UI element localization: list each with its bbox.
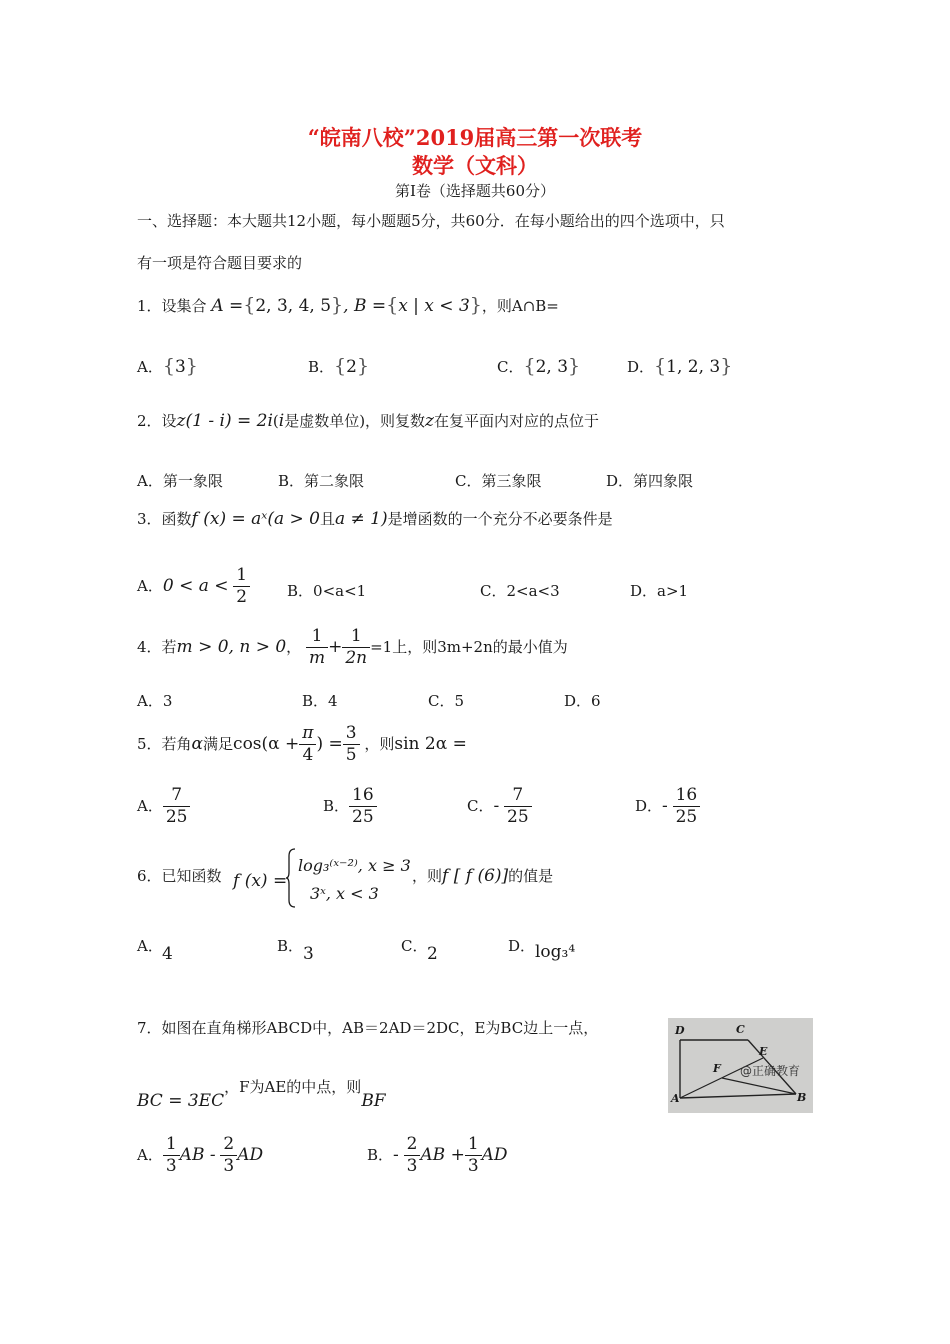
q4-stem: 4．若m > 0, n > 0， $\frac{1}{m}$ + $\frac{1}{2n}$ =1上，则3m+2n的最小值为 xyxy=(137,626,568,669)
q6-option-b-label: B． xyxy=(277,937,304,955)
instructions-line-2: 有一项是符合题目要求的 xyxy=(137,254,303,272)
fig-label-c: C xyxy=(736,1023,745,1036)
q6-piecewise-brace xyxy=(285,848,297,908)
q6-option-d: log₃⁴ xyxy=(535,942,576,962)
q6-option-c-label: C． xyxy=(401,937,428,955)
q1-option-a: A．{3} xyxy=(137,355,198,377)
q1-option-b: B．{2} xyxy=(308,355,370,377)
exam-part: 第Ⅰ卷（选择题共60分） xyxy=(394,182,555,200)
q6-option-c: 2 xyxy=(427,944,438,964)
exam-subtitle: 数学（文科） xyxy=(412,153,538,178)
q1-option-d: D．{1, 2, 3} xyxy=(627,355,733,377)
q6-case-1: log₃⁽ˣ⁻²⁾, x ≥ 3 xyxy=(298,856,411,875)
q6-prefix: 6．已知函数 xyxy=(137,867,222,885)
q6-case-2: 3ˣ, x < 3 xyxy=(310,884,379,903)
q2-stem: 2．设z(1 - i) = 2i(i是虚数单位)，则复数z在复平面内对应的点位于 xyxy=(137,411,600,431)
trapezoid-figure xyxy=(668,1018,813,1113)
q5-option-c: C．- $\frac{7}{25}$ xyxy=(467,785,532,829)
instructions-line-1: 一、选择题：本大题共12小题，每小题题5分，共60分．在每小题给出的四个选项中，只 xyxy=(137,212,725,230)
q3-option-a: A．0 < a < $\frac{1}{2}$ xyxy=(137,565,250,609)
q3-option-d: D．a>1 xyxy=(630,582,689,600)
q7-stem-line-2: BC = 3EC，F为AE的中点，则BF xyxy=(137,1078,386,1111)
q5-option-b: B． $\frac{16}{25}$ xyxy=(323,785,377,829)
q3-option-b: B．0<a<1 xyxy=(287,582,367,600)
q4-option-c: C．5 xyxy=(428,692,465,710)
q6-stem-rest: ，则f [ f (6)]的值是 xyxy=(412,866,554,886)
q5-option-a: A． $\frac{7}{25}$ xyxy=(137,785,190,829)
q2-option-d: D．第四象限 xyxy=(606,472,694,490)
q6-option-a: 4 xyxy=(162,944,173,964)
q4-option-a: A．3 xyxy=(137,692,173,710)
fig-label-b: B xyxy=(797,1091,807,1104)
q6-option-d-label: D． xyxy=(508,937,536,955)
q4-option-d: D．6 xyxy=(564,692,601,710)
q3-stem: 3．函数f (x) = aˣ(a > 0且a ≠ 1)是增函数的一个充分不必要条件是 xyxy=(137,509,613,529)
q6-lhs: f (x) = xyxy=(233,871,288,891)
q3-option-c: C．2<a<3 xyxy=(480,582,560,600)
q2-option-a: A．第一象限 xyxy=(137,472,223,490)
q5-option-d: D．- $\frac{16}{25}$ xyxy=(635,785,700,829)
q2-option-c: C．第三象限 xyxy=(455,472,542,490)
fig-watermark: @正确教育 xyxy=(740,1064,801,1078)
q6-option-b: 3 xyxy=(303,944,314,964)
fig-label-d: D xyxy=(675,1024,685,1037)
q1-option-c: C．{2, 3} xyxy=(497,355,581,377)
exam-title: “皖南八校”2019届高三第一次联考 xyxy=(307,125,643,150)
q7-option-b: B．- $\frac{2}{3}$ AB + $\frac{1}{3}$ AD xyxy=(367,1134,508,1177)
q4-option-b: B．4 xyxy=(302,692,338,710)
q1-stem: 1．设集合 A ={2, 3, 4, 5}, B ={x | x < 3}，则A∩B= xyxy=(137,294,559,316)
q6-option-a-label: A． xyxy=(137,937,163,955)
fig-label-e: E xyxy=(759,1045,768,1058)
fig-label-f: F xyxy=(713,1062,721,1075)
q2-option-b: B．第二象限 xyxy=(278,472,365,490)
q7-option-a: A． $\frac{1}{3}$ AB - $\frac{2}{3}$ AD xyxy=(137,1134,264,1177)
fig-label-a: A xyxy=(671,1092,680,1105)
q7-stem-line-1: 7．如图在直角梯形ABCD中，AB＝2AD＝2DC，E为BC边上一点， xyxy=(137,1019,599,1037)
q5-stem: 5．若角α满足cos(α + $\frac{\pi}{4}$ ) = $\frac{3}{5}$ ，则sin 2α = xyxy=(137,723,467,766)
